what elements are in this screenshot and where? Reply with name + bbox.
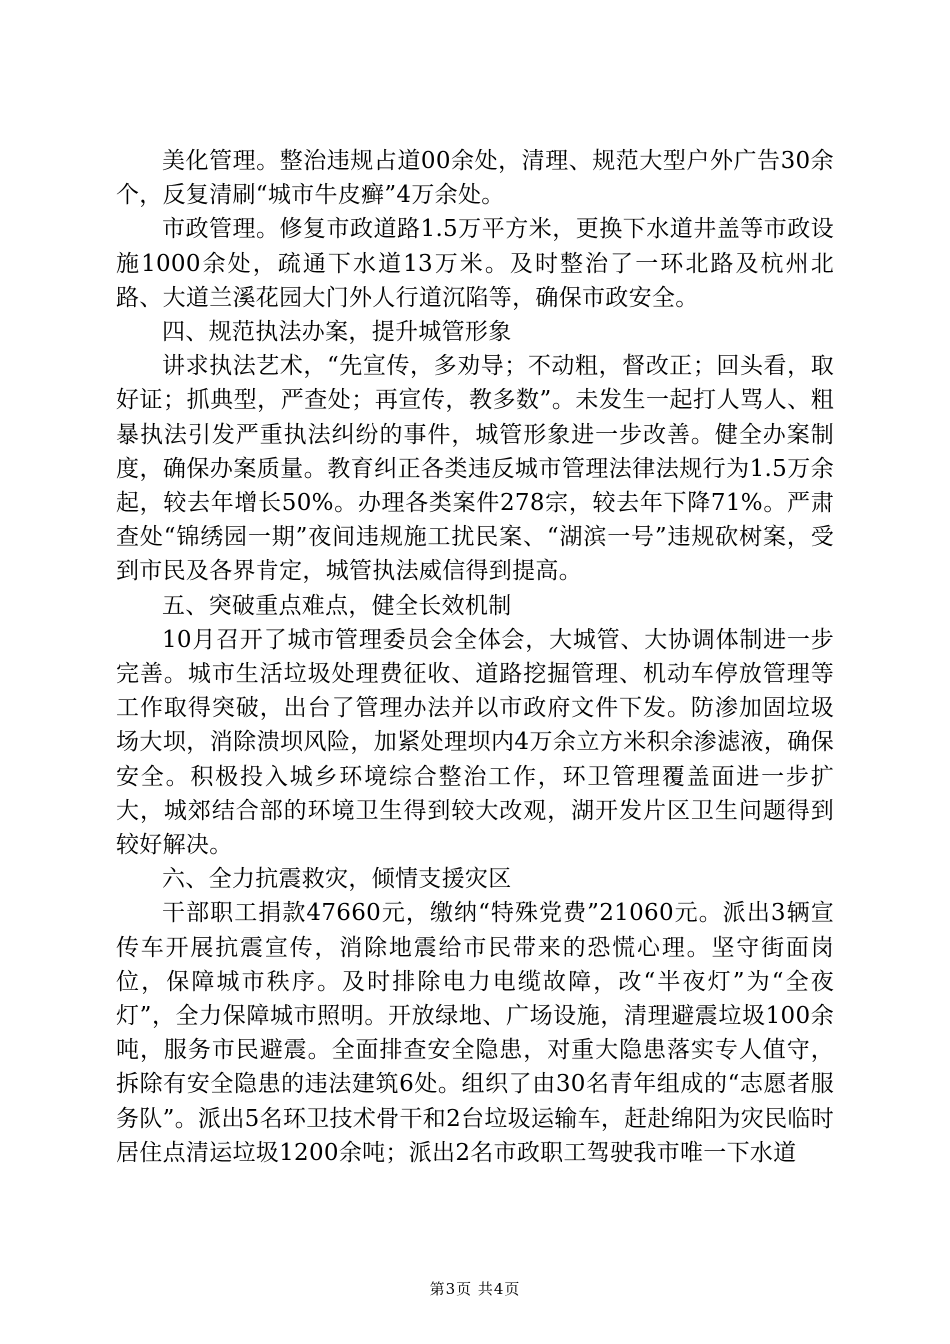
section-heading-5: 五、突破重点难点，健全长效机制: [162, 592, 512, 619]
paragraph-beautification: 美化管理。整治违规占道00余处，清理、规范大型户外广告30余个，反复清刷“城市牛皮癣”4万余处。: [116, 148, 834, 209]
section-heading-4: 四、规范执法办案，提升城管形象: [162, 319, 512, 346]
paragraph-municipal: 市政管理。修复市政道路1.5万平方米，更换下水道井盖等市政设施1000余处，疏通下水道13万米。及时整治了一环北路及杭州北路、大道兰溪花园大门外人行道沉陷等，确保市政安全。: [116, 216, 834, 311]
page-number-footer: 第3页 共4页: [429, 1280, 521, 1298]
document-body: [116, 144, 834, 1170]
paragraph-long-term-mechanism: 10月召开了城市管理委员会全体会，大城管、大协调体制进一步完善。城市生活垃圾处理费征收、道路挖掘管理、机动车停放管理等工作取得突破，出台了管理办法并以市政府文件下发。防渗加固垃圾场大坝，消除溃坝风险，加紧处理坝内4万余立方米积余渗滤液，确保安全。积极投入城乡环境综合整治工作，环卫管理覆盖面进一步扩大，城郊结合部的环境卫生得到较大改观，湖开发片区卫生问题得到较好解决。: [116, 626, 834, 859]
paragraph-law-enforcement: 讲求执法艺术，“先宣传，多劝导；不动粗，督改正；回头看，取好证；抓典型，严查处；再宣传，教多数”。未发生一起打人骂人、粗暴执法引发严重执法纠纷的事件，城管形象进一步改善。健全办案制度，确保办案质量。教育纠正各类违反城市管理法律法规行为1.5万余起，较去年增长50%。办理各类案件278宗，较去年下降71%。严肃查处“锦绣园一期”夜间违规施工扰民案、“湖滨一号”违规砍树案，受到市民及各界肯定，城管执法威信得到提高。: [116, 353, 834, 585]
section-heading-6: 六、全力抗震救灾，倾情支援灾区: [162, 866, 512, 893]
paragraph-earthquake-relief: 干部职工捐款47660元，缴纳“特殊党费”21060元。派出3辆宣传车开展抗震宣传，消除地震给市民带来的恐慌心理。坚守街面岗位，保障城市秩序。及时排除电力电缆故障，改“半夜灯”为“全夜灯”，全力保障城市照明。开放绿地、广场设施，清理避震垃圾100余吨，服务市民避震。全面排查安全隐患，对重大隐患落实专人值守，拆除有安全隐患的违法建筑6处。组织了由30名青年组成的“志愿者服务队”。派出5名环卫技术骨干和2台垃圾运输车，赶赴绵阳为灾民临时居住点清运垃圾1200余吨；派出2名市政职工驾驶我市唯一下水道: [116, 900, 834, 1166]
